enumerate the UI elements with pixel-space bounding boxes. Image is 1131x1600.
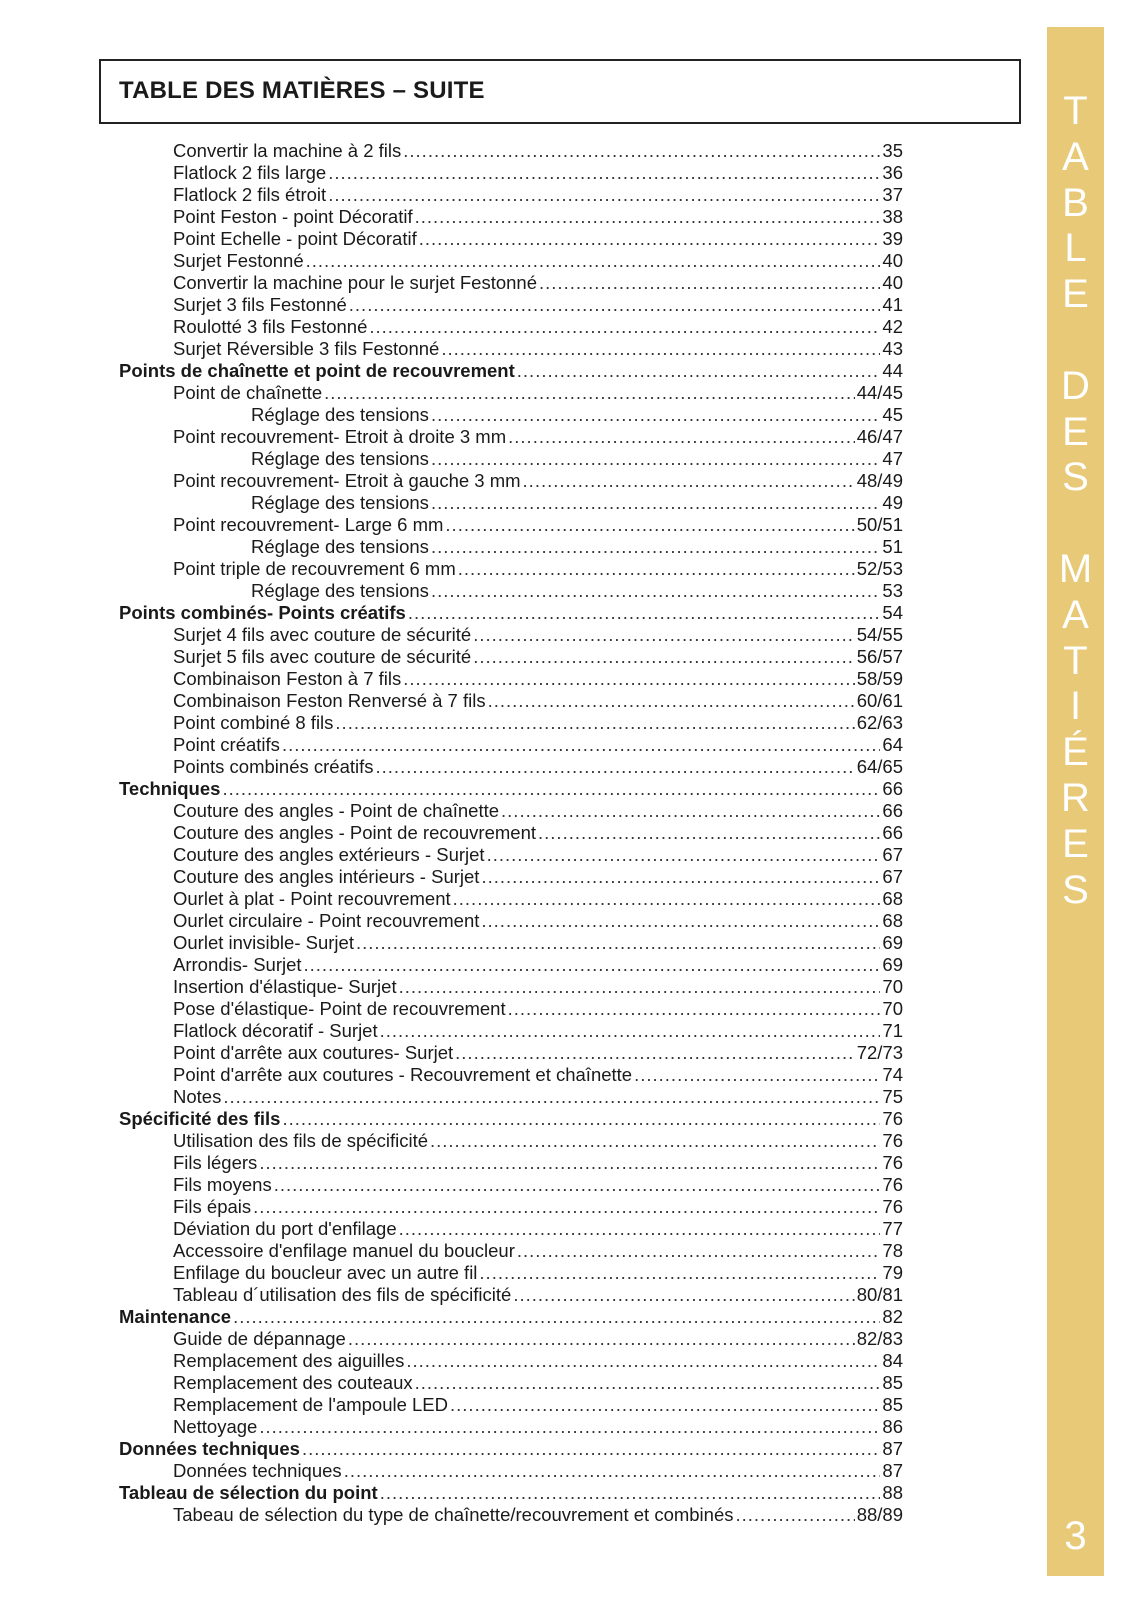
dot-leader: [501, 800, 880, 822]
toc-entry-page: 52/53: [856, 558, 903, 579]
toc-entry: [173, 1416, 903, 1438]
toc-entry-label: Point d'arrête aux coutures- Surjet: [173, 1042, 454, 1063]
dot-leader: [538, 822, 880, 844]
dot-leader: [408, 602, 881, 624]
toc-entry-label: Convertir la machine à 2 fils: [173, 140, 402, 161]
dot-leader: [517, 1240, 881, 1262]
toc-section-heading: [119, 1438, 903, 1460]
toc-entry-label: Techniques: [119, 778, 221, 799]
dot-leader: [431, 492, 880, 514]
toc-entry-page: 39: [882, 228, 903, 249]
toc-entry-label: Convertir la machine pour le surjet Festonné: [173, 272, 538, 293]
toc-entry-page: 51: [882, 536, 903, 557]
toc-entry: [173, 624, 903, 646]
toc-entry-page: 64/65: [856, 756, 903, 777]
toc-entry: [173, 976, 903, 998]
toc-entry-page: 60/61: [856, 690, 903, 711]
toc-entry-page: 75: [882, 1086, 903, 1107]
toc-entry-label: Notes: [173, 1086, 222, 1107]
toc-entry-label: Point triple de recouvrement 6 mm: [173, 558, 456, 579]
side-tab-letter: M: [1058, 546, 1093, 591]
side-tab-letter: S: [1062, 455, 1089, 500]
toc-entry-label: Points combinés- Points créatifs: [119, 602, 406, 623]
toc-entry-label: Données techniques: [119, 1438, 300, 1459]
dot-leader: [415, 1372, 881, 1394]
toc-entry: [173, 1504, 903, 1526]
toc-entry-page: 54: [882, 602, 903, 623]
side-tab-letter: A: [1062, 592, 1089, 637]
dot-leader: [508, 998, 881, 1020]
toc-entry: [173, 162, 903, 184]
toc-entry: [173, 470, 903, 492]
toc-section-heading: [119, 1482, 903, 1504]
toc-entry-label: Surjet Festonné: [173, 250, 304, 271]
toc-entry-page: 44: [882, 360, 903, 381]
toc-entry-label: Couture des angles intérieurs - Surjet: [173, 866, 480, 887]
toc-entry-page: 71: [882, 1020, 903, 1041]
toc-entry-page: 82: [882, 1306, 903, 1327]
toc-entry: [173, 822, 903, 844]
dot-leader: [450, 1394, 880, 1416]
side-tab-spacer: [1047, 318, 1104, 364]
toc-entry-page: 84: [882, 1350, 903, 1371]
toc-entry-page: 88: [882, 1482, 903, 1503]
dot-leader: [233, 1306, 880, 1328]
toc-entry-label: Point Feston - point Décoratif: [173, 206, 413, 227]
toc-entry-page: 86: [882, 1416, 903, 1437]
toc-entry-page: 88/89: [856, 1504, 903, 1525]
dot-leader: [539, 272, 880, 294]
toc-entry: [173, 1020, 903, 1042]
toc-entry: [173, 734, 903, 756]
dot-leader: [431, 536, 880, 558]
toc-entry-label: Couture des angles - Point de recouvrement: [173, 822, 537, 843]
toc-entry: [173, 712, 903, 734]
toc-entry-page: 67: [882, 844, 903, 865]
dot-leader: [458, 558, 855, 580]
dot-leader: [406, 1350, 880, 1372]
side-tab-letter: T: [1063, 638, 1088, 683]
toc-entry-label: Surjet 5 fils avec couture de sécurité: [173, 646, 472, 667]
dot-leader: [481, 910, 880, 932]
toc-entry: [173, 1262, 903, 1284]
dot-leader: [487, 844, 881, 866]
dot-leader: [376, 756, 855, 778]
dot-leader: [523, 470, 855, 492]
toc-entry: [173, 272, 903, 294]
toc-entry-page: 53: [882, 580, 903, 601]
toc-entry-page: 82/83: [856, 1328, 903, 1349]
toc-entry-label: Réglage des tensions: [251, 404, 429, 425]
toc-section-heading: [119, 1306, 903, 1328]
toc-entry-page: 76: [882, 1152, 903, 1173]
toc-entry-label: Tableau de sélection du point: [119, 1482, 378, 1503]
side-tab-letter: R: [1061, 775, 1090, 820]
toc-entry-label: Accessoire d'enfilage manuel du boucleur: [173, 1240, 515, 1261]
side-tab-letter: D: [1061, 363, 1090, 408]
dot-leader: [473, 624, 854, 646]
toc-entry: [173, 1460, 903, 1482]
toc-entry-label: Flatlock 2 fils large: [173, 162, 327, 183]
toc-entry: [173, 1042, 903, 1064]
dot-leader: [508, 426, 855, 448]
toc-entry-page: 69: [882, 954, 903, 975]
toc-entry: [173, 1174, 903, 1196]
toc-entry-label: Remplacement des couteaux: [173, 1372, 413, 1393]
dot-leader: [399, 976, 881, 998]
side-tab-letter: E: [1062, 409, 1089, 454]
dot-leader: [259, 1416, 880, 1438]
toc-entry-label: Spécificité des fils: [119, 1108, 281, 1129]
toc-entry-label: Données techniques: [173, 1460, 342, 1481]
toc-entry-label: Flatlock décoratif - Surjet: [173, 1020, 378, 1041]
side-tab-letter: B: [1062, 180, 1089, 225]
toc-entry: [173, 1240, 903, 1262]
toc-entry-label: Insertion d'élastique- Surjet: [173, 976, 397, 997]
dot-leader: [356, 932, 880, 954]
dot-leader: [324, 382, 855, 404]
side-tab-letter: T: [1063, 89, 1088, 133]
toc-entry: [173, 294, 903, 316]
dot-leader: [488, 690, 855, 712]
toc-entry: [173, 1394, 903, 1416]
toc-entry-page: 37: [882, 184, 903, 205]
dot-leader: [369, 316, 880, 338]
toc-entry: [173, 1196, 903, 1218]
toc-section-heading: [119, 1108, 903, 1130]
toc-entry: [173, 426, 903, 448]
toc-entry-label: Maintenance: [119, 1306, 232, 1327]
toc-entry-label: Ourlet invisible- Surjet: [173, 932, 354, 953]
toc-entry-page: 74: [882, 1064, 903, 1085]
toc-entry-page: 66: [882, 778, 903, 799]
toc-section-heading: [119, 778, 903, 800]
toc-entry: [173, 338, 903, 360]
dot-leader: [431, 404, 880, 426]
dot-leader: [415, 206, 881, 228]
toc-entry-label: Réglage des tensions: [251, 492, 429, 513]
toc-entry-label: Fils légers: [173, 1152, 258, 1173]
toc-entry-label: Ourlet circulaire - Point recouvrement: [173, 910, 480, 931]
side-tab-letter: A: [1062, 134, 1089, 179]
dot-leader: [335, 712, 854, 734]
toc-entry-label: Arrondis- Surjet: [173, 954, 302, 975]
toc-entry-page: 44/45: [856, 382, 903, 403]
toc-entry-label: Point créatifs: [173, 734, 280, 755]
dot-leader: [380, 1020, 881, 1042]
side-tab-letter: I: [1069, 684, 1082, 729]
toc-entry-label: Couture des angles extérieurs - Surjet: [173, 844, 485, 865]
toc-entry: [251, 492, 903, 514]
side-tab-letter: É: [1062, 730, 1089, 775]
toc-entry-page: 40: [882, 250, 903, 271]
dot-leader: [517, 360, 881, 382]
toc-entry: [173, 756, 903, 778]
toc-entry-label: Point recouvrement- Large 6 mm: [173, 514, 444, 535]
side-tab-vertical-title: [1047, 89, 1104, 913]
toc-entry: [173, 514, 903, 536]
toc-entry-label: Enfilage du boucleur avec un autre fil: [173, 1262, 478, 1283]
toc-entry-page: 49: [882, 492, 903, 513]
toc-entry: [251, 536, 903, 558]
dot-leader: [259, 1152, 880, 1174]
dot-leader: [302, 1438, 880, 1460]
toc-entry-label: Ourlet à plat - Point recouvrement: [173, 888, 451, 909]
toc-entry: [251, 448, 903, 470]
toc-entry-page: 68: [882, 910, 903, 931]
toc-entry-page: 42: [882, 316, 903, 337]
toc-entry-label: Flatlock 2 fils étroit: [173, 184, 327, 205]
dot-leader: [349, 294, 881, 316]
dot-leader: [380, 1482, 881, 1504]
toc-entry-page: 85: [882, 1372, 903, 1393]
toc-entry: [173, 1350, 903, 1372]
toc-entry-page: 77: [882, 1218, 903, 1239]
dot-leader: [222, 778, 880, 800]
toc-entry-label: Surjet 3 fils Festonné: [173, 294, 347, 315]
side-tab-letter: L: [1064, 226, 1087, 271]
toc-entry-label: Tableau d´utilisation des fils de spécificité: [173, 1284, 512, 1305]
dot-leader: [453, 888, 881, 910]
toc-entry-page: 72/73: [856, 1042, 903, 1063]
toc-entry: [173, 866, 903, 888]
toc-entry-page: 87: [882, 1438, 903, 1459]
dot-leader: [223, 1086, 880, 1108]
toc-entry-page: 50/51: [856, 514, 903, 535]
toc-entry-page: 80/81: [856, 1284, 903, 1305]
toc-entry-page: 62/63: [856, 712, 903, 733]
dot-leader: [473, 646, 854, 668]
dot-leader: [344, 1460, 881, 1482]
toc-entry-page: 56/57: [856, 646, 903, 667]
toc-entry: [173, 382, 903, 404]
toc-entry-label: Point combiné 8 fils: [173, 712, 334, 733]
section-title-box: [99, 59, 1021, 124]
toc-entry-page: 43: [882, 338, 903, 359]
toc-entry-page: 36: [882, 162, 903, 183]
toc-entry: [173, 250, 903, 272]
toc-entry-label: Point d'arrête aux coutures - Recouvrement et chaînette: [173, 1064, 633, 1085]
toc-entry: [173, 1064, 903, 1086]
toc-entry-page: 64: [882, 734, 903, 755]
dot-leader: [736, 1504, 855, 1526]
side-tab: [1047, 27, 1104, 1576]
toc-entry-page: 40: [882, 272, 903, 293]
toc-entry: [173, 646, 903, 668]
toc-entry-label: Combinaison Feston à 7 fils: [173, 668, 402, 689]
toc-entry-label: Réglage des tensions: [251, 536, 429, 557]
toc-entry-label: Fils épais: [173, 1196, 252, 1217]
side-tab-letter: S: [1062, 867, 1089, 912]
toc-entry-label: Nettoyage: [173, 1416, 258, 1437]
toc-entry: [173, 1218, 903, 1240]
dot-leader: [479, 1262, 880, 1284]
toc-entry: [173, 558, 903, 580]
toc-entry-label: Réglage des tensions: [251, 448, 429, 469]
dot-leader: [481, 866, 880, 888]
toc-entry: [173, 1328, 903, 1350]
toc-entry: [173, 1130, 903, 1152]
toc-entry: [173, 1372, 903, 1394]
toc-entry: [173, 844, 903, 866]
toc-entry: [173, 140, 903, 162]
toc-entry-label: Déviation du port d'enfilage: [173, 1218, 397, 1239]
toc-entry-page: 41: [882, 294, 903, 315]
dot-leader: [282, 734, 880, 756]
dot-leader: [430, 1130, 880, 1152]
toc-entry-page: 48/49: [856, 470, 903, 491]
toc-entry-page: 78: [882, 1240, 903, 1261]
toc-entry: [173, 228, 903, 250]
dot-leader: [348, 1328, 855, 1350]
dot-leader: [282, 1108, 880, 1130]
dot-leader: [328, 162, 880, 184]
toc-entry-label: Point recouvrement- Etroit à droite 3 mm: [173, 426, 507, 447]
dot-leader: [419, 228, 881, 250]
toc-entry-page: 38: [882, 206, 903, 227]
toc-entry-page: 47: [882, 448, 903, 469]
page-number: 3: [1064, 1514, 1087, 1558]
toc-section-heading: [119, 602, 903, 624]
toc-entry: [173, 1086, 903, 1108]
dot-leader: [403, 140, 880, 162]
toc-entry-label: Point Echelle - point Décoratif: [173, 228, 417, 249]
dot-leader: [441, 338, 880, 360]
dot-leader: [403, 668, 854, 690]
toc-entry-page: 79: [882, 1262, 903, 1283]
toc-entry: [173, 184, 903, 206]
toc-entry-label: Utilisation des fils de spécificité: [173, 1130, 428, 1151]
toc-entry-page: 76: [882, 1196, 903, 1217]
toc-entry-label: Réglage des tensions: [251, 580, 429, 601]
toc-entry-page: 45: [882, 404, 903, 425]
dot-leader: [399, 1218, 881, 1240]
toc-entry-label: Guide de dépannage: [173, 1328, 346, 1349]
toc-entry-page: 67: [882, 866, 903, 887]
toc-entry-page: 76: [882, 1108, 903, 1129]
dot-leader: [431, 580, 880, 602]
dot-leader: [274, 1174, 881, 1196]
toc-entry: [173, 668, 903, 690]
toc-entry-page: 66: [882, 822, 903, 843]
toc-entry: [173, 888, 903, 910]
dot-leader: [304, 954, 881, 976]
toc-entry-label: Couture des angles - Point de chaînette: [173, 800, 500, 821]
toc-entry: [173, 1284, 903, 1306]
toc-entry: [173, 800, 903, 822]
toc-entry: [173, 690, 903, 712]
toc-entry-label: Combinaison Feston Renversé à 7 fils: [173, 690, 486, 711]
toc-entry-page: 58/59: [856, 668, 903, 689]
toc-entry-label: Points combinés créatifs: [173, 756, 374, 777]
toc-entry: [173, 206, 903, 228]
toc-entry-page: 54/55: [856, 624, 903, 645]
toc-entry-label: Tabeau de sélection du type de chaînette/recouvrement et combinés: [173, 1504, 734, 1525]
dot-leader: [328, 184, 880, 206]
side-tab-spacer: [1047, 501, 1104, 547]
toc-entry-page: 85: [882, 1394, 903, 1415]
toc-entry: [173, 954, 903, 976]
dot-leader: [513, 1284, 854, 1306]
toc-entry-page: 70: [882, 998, 903, 1019]
toc-entry-page: 69: [882, 932, 903, 953]
dot-leader: [445, 514, 854, 536]
dot-leader: [455, 1042, 855, 1064]
toc-entry-label: Points de chaînette et point de recouvrement: [119, 360, 515, 381]
toc-entry-label: Surjet Réversible 3 fils Festonné: [173, 338, 440, 359]
toc-entry-label: Surjet 4 fils avec couture de sécurité: [173, 624, 472, 645]
page-title: TABLE DES MATIÈRES – SUITE: [119, 77, 485, 104]
toc-entry-page: 76: [882, 1130, 903, 1151]
toc-entry-label: Point recouvrement- Etroit à gauche 3 mm: [173, 470, 521, 491]
toc-entry-page: 68: [882, 888, 903, 909]
toc-section-heading: [119, 360, 903, 382]
toc-entry-page: 46/47: [856, 426, 903, 447]
toc-entry: [173, 1152, 903, 1174]
dot-leader: [306, 250, 881, 272]
toc-entry-label: Point de chaînette: [173, 382, 323, 403]
toc-entry: [251, 404, 903, 426]
side-tab-letter: E: [1062, 272, 1089, 317]
toc-entry-page: 76: [882, 1174, 903, 1195]
toc-entry-label: Remplacement des aiguilles: [173, 1350, 405, 1371]
toc-entry: [251, 580, 903, 602]
toc-entry-page: 70: [882, 976, 903, 997]
toc-entry-label: Remplacement de l'ampoule LED: [173, 1394, 449, 1415]
toc-entry-label: Pose d'élastique- Point de recouvrement: [173, 998, 506, 1019]
toc-entry: [173, 932, 903, 954]
dot-leader: [634, 1064, 880, 1086]
side-tab-letter: E: [1062, 821, 1089, 866]
toc-entry-page: 87: [882, 1460, 903, 1481]
toc-entry: [173, 910, 903, 932]
toc-entry-label: Roulotté 3 fils Festonné: [173, 316, 368, 337]
toc-entry-page: 66: [882, 800, 903, 821]
toc-entry-label: Fils moyens: [173, 1174, 272, 1195]
toc-entry: [173, 998, 903, 1020]
toc-entry: [173, 316, 903, 338]
toc-entry-page: 35: [882, 140, 903, 161]
dot-leader: [431, 448, 880, 470]
dot-leader: [253, 1196, 880, 1218]
